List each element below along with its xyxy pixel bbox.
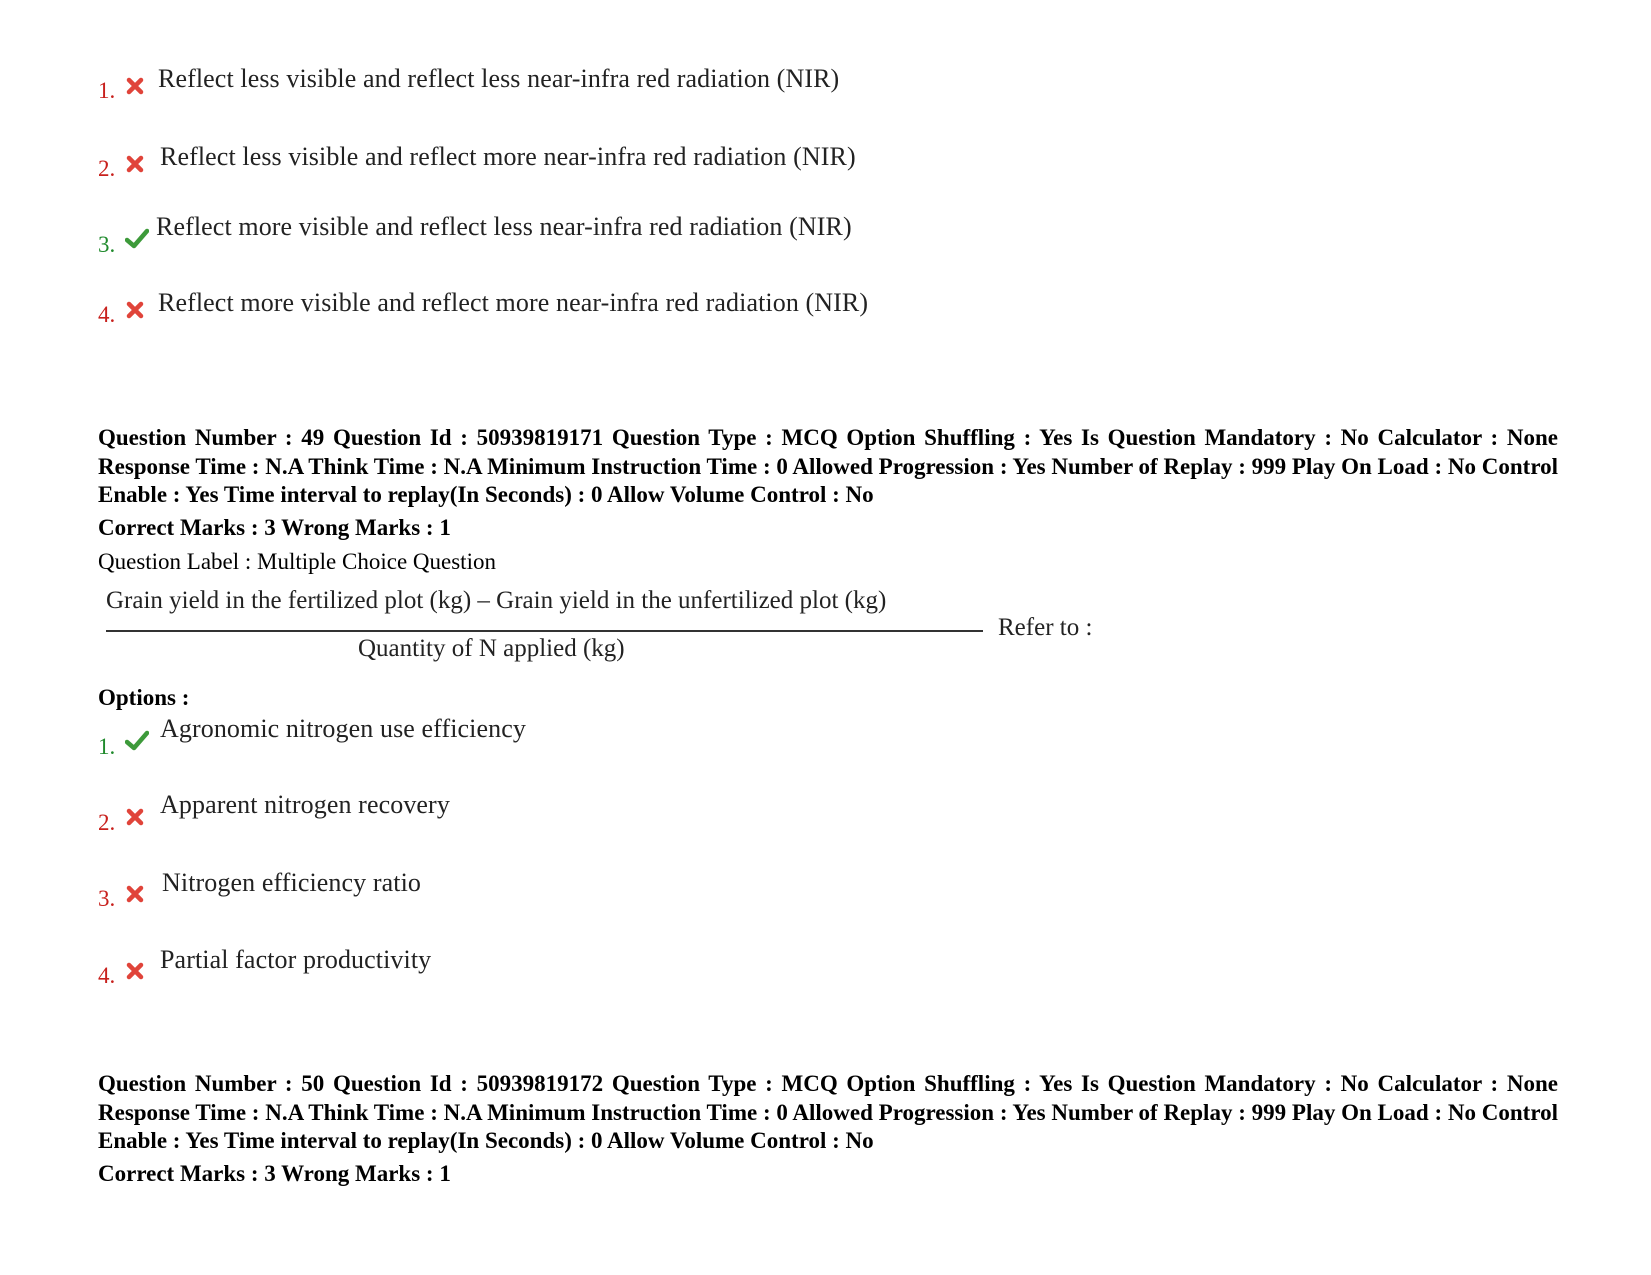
option-text: Reflect more visible and reflect less near-infra red radiation (NIR) bbox=[156, 212, 852, 241]
check-icon bbox=[125, 730, 149, 752]
option-text: Reflect more visible and reflect more near-infra red radiation (NIR) bbox=[158, 288, 869, 317]
option-text: Agronomic nitrogen use efficiency bbox=[160, 714, 526, 743]
option-text: Reflect less visible and reflect more near-infra red radiation (NIR) bbox=[160, 142, 856, 171]
q48-option-2 bbox=[98, 142, 1198, 182]
option-number: 1. bbox=[98, 78, 116, 103]
fraction-line bbox=[106, 630, 983, 632]
options-heading: Options : bbox=[98, 685, 190, 710]
cross-icon bbox=[125, 884, 145, 904]
q48-option-4 bbox=[98, 288, 1198, 328]
cross-icon bbox=[125, 300, 145, 320]
option-number: 4. bbox=[98, 963, 116, 988]
q48-option-1 bbox=[98, 64, 1198, 104]
option-text: Nitrogen efficiency ratio bbox=[162, 868, 422, 897]
q50-marks: Correct Marks : 3 Wrong Marks : 1 bbox=[98, 1161, 451, 1186]
cross-icon bbox=[125, 807, 145, 827]
q49-option-3 bbox=[98, 868, 1198, 911]
formula-denominator: Quantity of N applied (kg) bbox=[358, 635, 625, 662]
q49-option-2 bbox=[98, 790, 1198, 835]
q49-question-label: Question Label : Multiple Choice Question bbox=[98, 549, 496, 574]
option-number: 1. bbox=[98, 734, 116, 759]
option-number: 3. bbox=[98, 886, 116, 911]
option-text: Partial factor productivity bbox=[160, 945, 432, 974]
q48-option-3 bbox=[98, 212, 1198, 257]
formula-suffix: Refer to : bbox=[998, 614, 1093, 641]
option-number: 4. bbox=[98, 302, 116, 327]
q49-option-1 bbox=[98, 714, 1198, 759]
formula-numerator: Grain yield in the fertilized plot (kg) – Grain yield in the unfertilized plot (kg) bbox=[106, 587, 887, 614]
option-number: 2. bbox=[98, 156, 116, 181]
check-icon bbox=[125, 228, 149, 250]
q49-marks: Correct Marks : 3 Wrong Marks : 1 bbox=[98, 515, 451, 540]
q49-option-4 bbox=[98, 945, 1198, 988]
cross-icon bbox=[125, 76, 145, 96]
option-number: 2. bbox=[98, 810, 116, 835]
q49-meta: Question Number : 49 Question Id : 50939819171 Question Type : MCQ Option Shuffling : Yes Is Question Mandatory : No Calculator : None Response Time : N.A Think Time : N.A Minimum Instruction Time : 0 Allowed Progression : Yes Number of Replay : 999 Play On Load : No Control Enable : Yes Time interval to replay(In Seconds) : 0 Allow Volume Control : No bbox=[98, 425, 1558, 507]
cross-icon bbox=[125, 961, 145, 981]
option-text: Reflect less visible and reflect less near-infra red radiation (NIR) bbox=[158, 64, 840, 93]
option-number: 3. bbox=[98, 232, 116, 257]
q50-meta: Question Number : 50 Question Id : 50939819172 Question Type : MCQ Option Shuffling : Yes Is Question Mandatory : No Calculator : None Response Time : N.A Think Time : N.A Minimum Instruction Time : 0 Allowed Progression : Yes Number of Replay : 999 Play On Load : No Control Enable : Yes Time interval to replay(In Seconds) : 0 Allow Volume Control : No bbox=[98, 1071, 1558, 1153]
option-text: Apparent nitrogen recovery bbox=[160, 790, 450, 819]
q49-formula bbox=[98, 583, 1148, 673]
cross-icon bbox=[125, 154, 145, 174]
